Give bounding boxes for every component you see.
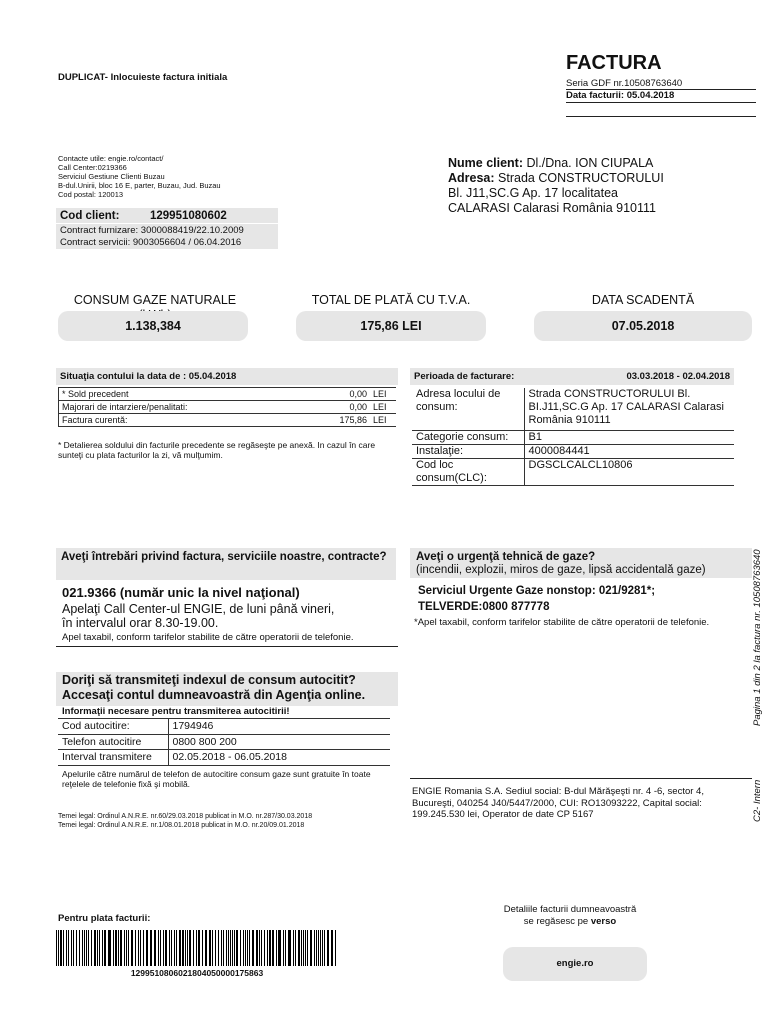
- situatia-row: Majorari de intarziere/penalitati: 0,00 LEI: [59, 401, 396, 414]
- perioada-row: Instalaţie: 4000084441: [412, 444, 734, 458]
- barcode-bar: [322, 930, 323, 966]
- autocitire-title: Accesaţi contul dumneavoastră din Agenţia online.: [62, 688, 366, 702]
- autocitire-note: Apelurile către numărul de telefon de autocitire consum gaze sunt gratuite în toate reţelele de telefonie fixă şi mobilă.: [62, 769, 371, 789]
- barcode-bar: [234, 930, 236, 966]
- barcode-bar: [228, 930, 229, 966]
- barcode-bar: [285, 930, 286, 966]
- barcode-bar: [305, 930, 306, 966]
- barcode-bar: [176, 930, 178, 966]
- barcode-bar: [160, 930, 161, 966]
- barcode-bar: [196, 930, 197, 966]
- barcode-bar: [256, 930, 257, 966]
- barcode-bar: [190, 930, 191, 966]
- engie-link-button[interactable]: engie.ro: [503, 947, 647, 981]
- barcode-bar: [249, 930, 250, 966]
- invoice-date: Data facturii: 05.04.2018: [566, 90, 675, 101]
- barcode-bar: [154, 930, 156, 966]
- contact-line: Cod postal: 120013: [58, 190, 124, 199]
- consum-label: CONSUM GAZE NATURALE: [73, 293, 237, 307]
- barcode-bar: [102, 930, 103, 966]
- barcode-bar: [202, 930, 203, 966]
- barcode: [56, 930, 338, 966]
- barcode-bar: [278, 930, 279, 966]
- barcode-bar: [86, 930, 87, 966]
- barcode-bar: [63, 930, 64, 966]
- barcode-bar: [179, 930, 181, 966]
- consum-value: 1.138,384: [58, 311, 248, 341]
- autocitire-table: [58, 718, 390, 766]
- barcode-bar: [301, 930, 302, 966]
- barcode-bar: [209, 930, 210, 966]
- autocitire-row: Interval transmitere 02.05.2018 - 06.05.2018: [58, 750, 390, 766]
- barcode-bar: [79, 930, 80, 966]
- detalii-text: Detaliile facturii dumneavoastră se regăsesc pe verso: [503, 904, 637, 927]
- barcode-bar: [146, 930, 148, 966]
- perioada-row: Cod loc consum(CLC): DGSCLCALCL10806: [412, 458, 734, 485]
- barcode-bar: [73, 930, 74, 966]
- telverde: TELVERDE:0800 877778: [418, 601, 550, 613]
- barcode-bar: [226, 930, 227, 966]
- barcode-bar: [158, 930, 159, 966]
- client-address-line: CALARASI Calarasi România 910111: [448, 201, 656, 215]
- barcode-bar: [113, 930, 115, 966]
- barcode-bar: [97, 930, 98, 966]
- client-address-label: Adresa:: [448, 171, 495, 185]
- barcode-bar: [189, 930, 190, 966]
- barcode-bar: [245, 930, 246, 966]
- barcode-bar: [267, 930, 268, 966]
- barcode-bar: [327, 930, 329, 966]
- autocitire-row: Telefon autocitire 0800 800 200: [58, 734, 390, 750]
- invoice-series: Seria GDF nr.10508763640: [566, 78, 683, 89]
- barcode-bar: [108, 930, 109, 966]
- barcode-bar: [124, 930, 125, 966]
- invoice-title: FACTURA: [566, 52, 662, 74]
- barcode-bar: [232, 930, 233, 966]
- barcode-bar: [138, 930, 139, 966]
- barcode-bar: [68, 930, 70, 966]
- barcode-bar: [314, 930, 315, 966]
- contact-line: Serviciul Gestiune Clienti Buzau: [58, 172, 165, 181]
- perioada-value: 03.03.2018 - 02.04.2018: [626, 371, 730, 382]
- call-center-phone: 021.9366 (număr unic la nivel naţional): [62, 585, 300, 600]
- barcode-bar: [182, 930, 184, 966]
- duplicat-notice: DUPLICAT- Inlocuieste factura initiala: [58, 72, 228, 83]
- contact-line: Contacte utile: engie.ro/contact/: [58, 154, 164, 163]
- barcode-bar: [218, 930, 219, 966]
- barcode-bar: [257, 930, 258, 966]
- urgenta-note: *Apel taxabil, conform tarifelor stabilite de către operatorii de telefonie.: [414, 617, 710, 628]
- barcode-bar: [293, 930, 294, 966]
- barcode-bar: [198, 930, 200, 966]
- barcode-bar: [126, 930, 128, 966]
- barcode-bar: [58, 930, 59, 966]
- barcode-bar: [283, 930, 284, 966]
- barcode-bar: [115, 930, 116, 966]
- situatia-table: [58, 387, 396, 427]
- barcode-bar: [261, 930, 262, 966]
- urgenta-title: Aveţi o urgenţă tehnică de gaze?: [416, 551, 596, 563]
- temei-legal: Temei legal: Ordinul A.N.R.E. nr.60/29.03.2018 publicat in M.O. nr.287/30.03.2018 Temei legal: Ordinul A.N.R.E. nr.1/08.01.2018 publicat in M.O. nr.20/09.01.2018: [58, 813, 313, 829]
- autocitire-row: Cod autocitire: 1794946: [58, 719, 390, 735]
- barcode-bar: [104, 930, 106, 966]
- barcode-bar: [84, 930, 85, 966]
- barcode-bar: [324, 930, 326, 966]
- barcode-number: 1299510806021804050000175863: [130, 968, 264, 978]
- barcode-bar: [71, 930, 72, 966]
- barcode-bar: [140, 930, 142, 966]
- barcode-bar: [240, 930, 241, 966]
- barcode-bar: [252, 930, 254, 966]
- plata-label: Pentru plata facturii:: [58, 913, 151, 924]
- page-number-side: Pagina 1 din 2 la factura nr. 10508763640: [752, 549, 763, 726]
- barcode-bar: [150, 930, 151, 966]
- urgenta-subtitle: (incendii, explozii, miros de gaze, lipsă accidentală gaze): [416, 564, 706, 576]
- barcode-bar: [165, 930, 167, 966]
- barcode-bar: [193, 930, 194, 966]
- engie-company-info: ENGIE Romania S.A. Sediul social: B-dul Mărăşeşti nr. 4 -6, sector 4, Bucureşti, 040254 J40/5447/2000, CUI: RO13093222, Capital social: 199.245.530 lei, Operator de date CP 5167: [412, 786, 704, 820]
- barcode-bar: [205, 930, 206, 966]
- barcode-bar: [99, 930, 100, 966]
- total-label: TOTAL DE PLATĂ CU T.V.A.: [311, 293, 471, 307]
- barcode-bar: [187, 930, 188, 966]
- perioada-row: Categorie consum: B1: [412, 430, 734, 444]
- contact-line: B-dul.Unirii, bloc 16 E, parter, Buzau, Jud. Buzau: [58, 181, 221, 190]
- barcode-bar: [56, 930, 57, 966]
- barcode-bar: [307, 930, 308, 966]
- autocitire-title: Doriţi să transmiteţi indexul de consum autocitit?: [62, 673, 356, 687]
- barcode-bar: [320, 930, 321, 966]
- barcode-bar: [131, 930, 133, 966]
- barcode-bar: [118, 930, 119, 966]
- cod-client-value: 129951080602: [150, 210, 227, 222]
- barcode-bar: [276, 930, 277, 966]
- barcode-bar: [269, 930, 270, 966]
- barcode-bar: [279, 930, 281, 966]
- scadenta-value: 07.05.2018: [534, 311, 752, 341]
- barcode-bar: [259, 930, 261, 966]
- barcode-bar: [210, 930, 211, 966]
- barcode-bar: [310, 930, 311, 966]
- barcode-bar: [171, 930, 173, 966]
- contact-line: Call Center:0219366: [58, 163, 127, 172]
- barcode-bar: [318, 930, 319, 966]
- total-value: 175,86 LEI: [296, 311, 486, 341]
- situatia-row: * Sold precedent 0,00 LEI: [59, 388, 396, 401]
- barcode-bar: [303, 930, 305, 966]
- barcode-bar: [128, 930, 129, 966]
- barcode-bar: [298, 930, 300, 966]
- classification-side: C2- Intern: [752, 779, 763, 822]
- contract-furnizare: Contract furnizare: 3000088419/22.10.2009: [60, 225, 244, 236]
- contract-servicii: Contract servicii: 9003056604 / 06.04.2016: [60, 237, 242, 248]
- barcode-bar: [295, 930, 297, 966]
- urgenta-serviciu: Serviciul Urgente Gaze nonstop: 021/9281*;: [418, 585, 656, 597]
- client-block: [448, 156, 748, 216]
- barcode-bar: [82, 930, 84, 966]
- perioada-table: [412, 388, 734, 486]
- client-name: Dl./Dna. ION CIUPALA: [526, 156, 654, 170]
- barcode-bar: [76, 930, 77, 966]
- client-address-line: Bl. J11,SC.G Ap. 17 localitatea: [448, 186, 619, 200]
- barcode-bar: [221, 930, 222, 966]
- barcode-bar: [91, 930, 93, 966]
- barcode-bar: [247, 930, 248, 966]
- barcode-bar: [331, 930, 333, 966]
- client-name-label: Nume client:: [448, 156, 524, 170]
- client-address-line: Strada CONSTRUCTORULUI: [498, 171, 664, 185]
- barcode-bar: [185, 930, 186, 966]
- barcode-bar: [60, 930, 62, 966]
- barcode-bar: [236, 930, 238, 966]
- barcode-bar: [316, 930, 317, 966]
- perioada-row: Adresa locului de consum: Strada CONSTRUCTORULUI Bl. BI.J11,SC.G Ap. 17 CALARASI Calarasi România 910111: [412, 388, 734, 430]
- barcode-bar: [288, 930, 289, 966]
- barcode-bar: [143, 930, 144, 966]
- barcode-bar: [206, 930, 207, 966]
- intrebari-line: Apelaţi Call Center-ul ENGIE, de luni până vineri,: [62, 602, 335, 616]
- barcode-bar: [151, 930, 152, 966]
- barcode-bar: [270, 930, 271, 966]
- barcode-bar: [120, 930, 122, 966]
- contacts-block: [58, 154, 221, 199]
- barcode-bar: [272, 930, 273, 966]
- barcode-bar: [243, 930, 244, 966]
- barcode-bar: [163, 930, 164, 966]
- barcode-bar: [66, 930, 67, 966]
- barcode-bar: [335, 930, 336, 966]
- perioada-label: Perioada de facturare:: [414, 371, 515, 382]
- scadenta-label: DATA SCADENTĂ: [591, 293, 695, 307]
- barcode-bar: [223, 930, 224, 966]
- intrebari-note: Apel taxabil, conform tarifelor stabilite de către operatorii de telefonie.: [62, 632, 354, 643]
- barcode-bar: [88, 930, 89, 966]
- barcode-bar: [212, 930, 213, 966]
- barcode-bar: [215, 930, 216, 966]
- barcode-bar: [174, 930, 175, 966]
- barcode-bar: [109, 930, 111, 966]
- intrebari-title: Aveţi întrebări privind factura, serviciile noastre, contracte?: [56, 548, 396, 580]
- barcode-bar: [289, 930, 291, 966]
- intrebari-line: în intervalul orar 8.30-19.00.: [62, 616, 219, 630]
- situatia-row: Factura curentă: 175,86 LEI: [59, 414, 396, 427]
- barcode-bar: [230, 930, 231, 966]
- situatia-note: * Detalierea soldului din facturile precedente se regăseşte pe anexă. In cazul în care sunteţi cu plata facturilor la zi, vă mulţumim.: [58, 440, 376, 460]
- barcode-bar: [94, 930, 96, 966]
- barcode-bar: [169, 930, 170, 966]
- barcode-bar: [135, 930, 136, 966]
- autocitire-info: Informaţii necesare pentru transmiterea autocitirii!: [62, 706, 290, 717]
- situatia-title: Situaţia contului la data de : 05.04.2018: [56, 368, 398, 385]
- cod-client-label: Cod client:: [60, 210, 120, 222]
- barcode-bar: [264, 930, 266, 966]
